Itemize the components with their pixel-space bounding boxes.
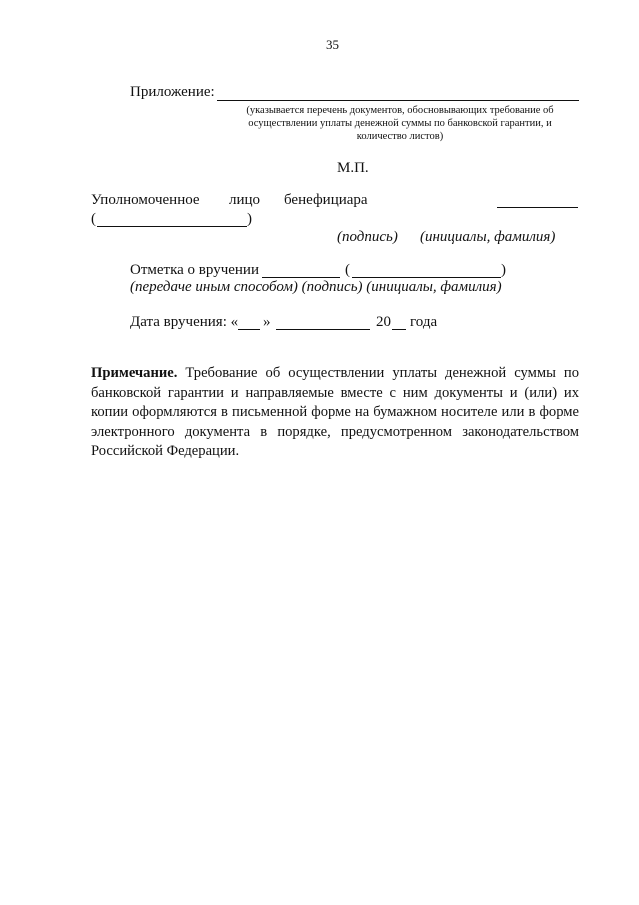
page-number: 35 (326, 37, 339, 52)
authorized-word-2: лицо (229, 192, 261, 208)
appendix-hint-3: количество листов) (356, 131, 444, 142)
signature-caption: (подпись) (337, 229, 398, 245)
appendix-hint-2: осуществлении уплаты денежной суммы по банковской гарантии, и (248, 118, 552, 129)
appendix-line (217, 100, 579, 101)
stamp-label: М.П. (337, 160, 369, 176)
authorized-open-paren: ( (91, 211, 96, 227)
delivery-date-month-line (276, 329, 370, 330)
authorized-close-paren: ) (247, 211, 252, 227)
authorized-word-3: бенефициара (284, 192, 368, 208)
note-title: Примечание. (91, 365, 178, 381)
delivery-date-year-suffix: года (410, 314, 438, 330)
note-text: Требование об осуществлении уплаты денежной суммы по банковской гарантии и направляемые вместе с ним документы и (или) их копии оформляются в письменной форме на бумажном носителе или в форме электронного документа в порядке, предусмотренном законодательством Российской Федерации. (91, 365, 579, 459)
appendix-label: Приложение: (130, 84, 215, 100)
delivery-mark-signature-line (262, 277, 340, 278)
delivery-mark-open-paren: ( (345, 262, 350, 278)
delivery-mark-close-paren: ) (501, 262, 506, 278)
delivery-date-year-line (392, 329, 406, 330)
delivery-date-label: Дата вручения: « (130, 314, 239, 330)
note-paragraph (91, 364, 579, 462)
authorized-word-1: Уполномоченное (91, 192, 200, 208)
authorized-name-line (97, 226, 247, 227)
delivery-mark-label: Отметка о вручении (130, 262, 259, 278)
delivery-date-quote-close: » (263, 314, 271, 330)
initials-caption: (инициалы, фамилия) (420, 229, 556, 245)
delivery-mark-caption: (передаче иным способом) (подпись) (инициалы, фамилия) (130, 279, 502, 295)
delivery-date-day-line (238, 329, 260, 330)
appendix-hint-1: (указывается перечень документов, обосновывающих требование об (246, 105, 554, 116)
delivery-date-year-prefix: 20 (376, 314, 391, 330)
delivery-mark-name-line (352, 277, 501, 278)
authorized-signature-line (497, 207, 578, 208)
